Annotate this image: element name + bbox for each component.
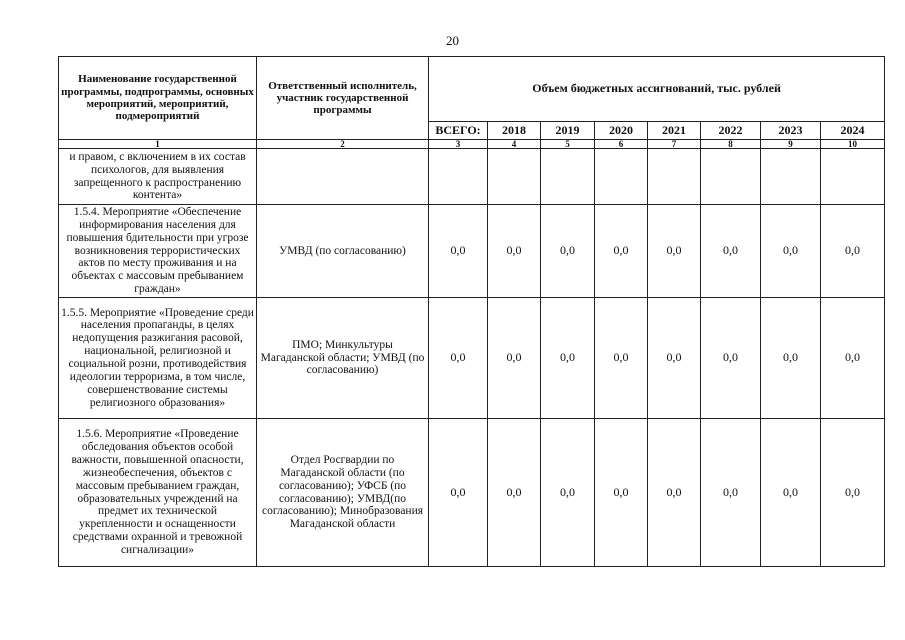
value-cell: 0,0 [488, 419, 541, 567]
row-name: 1.5.4. Мероприятие «Обеспечение информирования населения для повышения бдительности при угрозе возникновения террористических актов по месту проживания и на объектах с массовым пребыванием граждан» [59, 205, 257, 298]
value-cell: 0,0 [648, 205, 701, 298]
budget-table [58, 56, 885, 567]
value-cell: 0,0 [761, 419, 821, 567]
table-row [59, 149, 885, 205]
value-cell: 0,0 [595, 298, 648, 419]
row-executor: ПМО; Минкультуры Магаданской области; УМВД (по согласованию) [257, 298, 429, 419]
table-row [59, 298, 885, 419]
value-cell: 0,0 [541, 205, 595, 298]
row-executor: УМВД (по согласованию) [257, 205, 429, 298]
header-year: 2019 [541, 122, 595, 140]
row-executor [257, 149, 429, 205]
header-year: 2024 [821, 122, 885, 140]
value-cell: 0,0 [429, 298, 488, 419]
column-number: 3 [429, 140, 488, 149]
row-name: 1.5.5. Мероприятие «Проведение среди населения пропаганды, в целях недопущения разжигания расовой, национальной, религиозной и социальной розни, противодействия идеологии терроризма, в том числе, совершенствование системы религиозного образования» [59, 298, 257, 419]
page-number: 20 [446, 33, 459, 48]
value-cell [761, 149, 821, 205]
value-cell: 0,0 [595, 205, 648, 298]
header-year: 2021 [648, 122, 701, 140]
value-cell: 0,0 [488, 298, 541, 419]
row-name: и правом, с включением в их состав психологов, для выявления запрещенного к распространению контента» [59, 149, 257, 205]
header-total: ВСЕГО: [429, 122, 488, 140]
value-cell [648, 149, 701, 205]
value-cell: 0,0 [429, 419, 488, 567]
value-cell [701, 149, 761, 205]
column-number: 10 [821, 140, 885, 149]
header-year: 2022 [701, 122, 761, 140]
value-cell: 0,0 [648, 298, 701, 419]
row-name: 1.5.6. Мероприятие «Проведение обследования объектов особой важности, повышенной опасности, жизнеобеспечения, объектов с массовым пребыванием граждан, образовательных учреждений на предмет их технической укрепленности и оснащенности средствами охранной и тревожной сигнализации» [59, 419, 257, 567]
table-row [59, 205, 885, 298]
value-cell [429, 149, 488, 205]
column-number: 7 [648, 140, 701, 149]
column-number: 1 [59, 140, 257, 149]
value-cell [595, 149, 648, 205]
header-year: 2018 [488, 122, 541, 140]
value-cell [488, 149, 541, 205]
value-cell: 0,0 [701, 205, 761, 298]
column-number: 8 [701, 140, 761, 149]
value-cell: 0,0 [541, 298, 595, 419]
value-cell: 0,0 [701, 298, 761, 419]
header-budget: Объем бюджетных ассигнований, тыс. рублей [429, 57, 885, 122]
column-number: 6 [595, 140, 648, 149]
value-cell: 0,0 [488, 205, 541, 298]
value-cell: 0,0 [821, 298, 885, 419]
value-cell [541, 149, 595, 205]
value-cell: 0,0 [821, 419, 885, 567]
value-cell: 0,0 [761, 298, 821, 419]
value-cell: 0,0 [595, 419, 648, 567]
header-name: Наименование государственной программы, подпрограммы, основных мероприятий, мероприятий, подмероприятий [59, 57, 257, 140]
value-cell: 0,0 [701, 419, 761, 567]
value-cell [821, 149, 885, 205]
value-cell: 0,0 [648, 419, 701, 567]
column-number: 5 [541, 140, 595, 149]
header-year: 2020 [595, 122, 648, 140]
value-cell: 0,0 [429, 205, 488, 298]
column-number: 9 [761, 140, 821, 149]
value-cell: 0,0 [761, 205, 821, 298]
value-cell: 0,0 [821, 205, 885, 298]
table-row [59, 419, 885, 567]
header-executor: Ответственный исполнитель, участник государственной программы [257, 57, 429, 140]
header-year: 2023 [761, 122, 821, 140]
value-cell: 0,0 [541, 419, 595, 567]
row-executor: Отдел Росгвардии по Магаданской области (по согласованию); УФСБ (по согласованию); УМВД(по согласованию); Минобразования Магаданской области [257, 419, 429, 567]
column-number: 2 [257, 140, 429, 149]
column-number: 4 [488, 140, 541, 149]
